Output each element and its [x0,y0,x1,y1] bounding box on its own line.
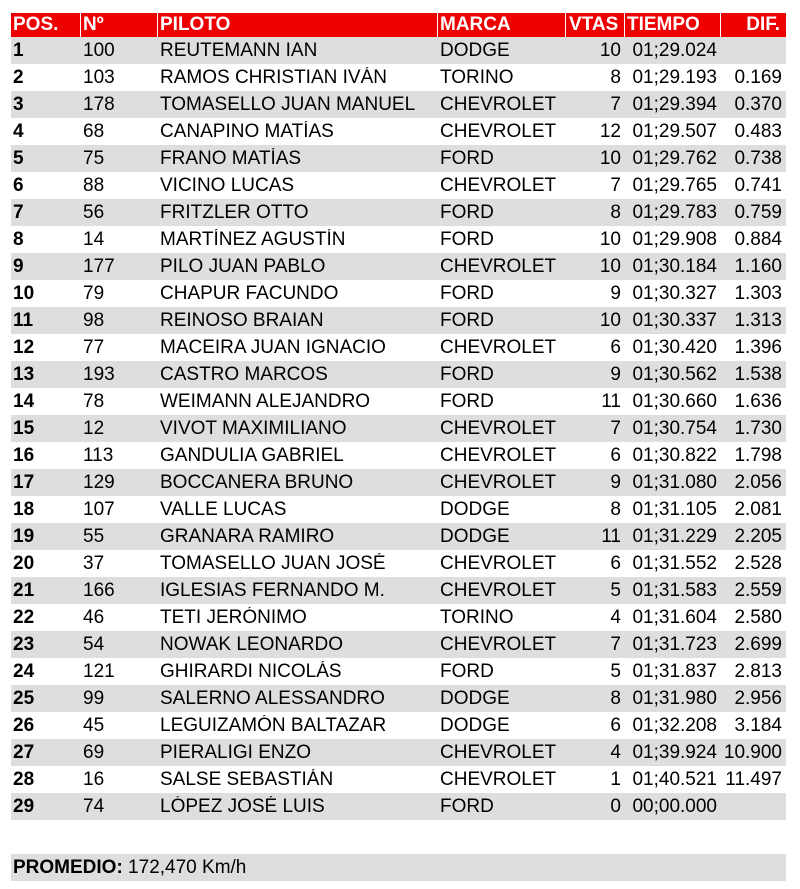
cell-tiempo: 01;31.229 [632,525,717,547]
cell-pos: 17 [13,471,35,493]
cell-vtas: 9 [610,282,621,304]
header-num: Nº [81,13,158,37]
cell-marca: DODGE [440,687,510,709]
cell-tiempo: 01;31.080 [632,471,717,493]
cell-vtas: 5 [610,660,621,682]
cell-num: 103 [83,66,115,88]
cell-piloto: CANAPINO MATÍAS [160,120,334,142]
cell-pos: 26 [13,714,35,736]
cell-num: 177 [83,255,115,277]
cell-piloto: VIVOT MAXIMILIANO [160,417,347,439]
cell-tiempo: 01;30.822 [632,444,717,466]
cell-tiempo: 01;31.980 [632,687,717,709]
cell-vtas: 6 [610,444,621,466]
cell-tiempo: 01;39.924 [632,741,717,763]
cell-marca: FORD [440,282,494,304]
cell-pos: 4 [13,120,24,142]
cell-num: 16 [83,768,105,790]
cell-num: 77 [83,336,105,358]
table-row [11,766,786,793]
cell-piloto: TETI JERÓNIMO [160,606,307,628]
cell-num: 69 [83,741,105,763]
cell-pos: 15 [13,417,35,439]
table-row [11,604,786,631]
table-row [11,388,786,415]
cell-piloto: RAMOS CHRISTIAN IVÁN [160,66,387,88]
table-row [11,145,786,172]
cell-num: 55 [83,525,105,547]
cell-marca: CHEVROLET [440,93,557,115]
cell-marca: CHEVROLET [440,120,557,142]
cell-vtas: 6 [610,552,621,574]
cell-pos: 28 [13,768,35,790]
cell-num: 121 [83,660,115,682]
cell-tiempo: 01;30.337 [632,309,717,331]
cell-marca: DODGE [440,714,510,736]
cell-dif: 1.798 [734,444,782,466]
cell-dif: 0.370 [734,93,782,115]
cell-vtas: 10 [599,228,621,250]
cell-dif: 1.538 [734,363,782,385]
cell-tiempo: 01;29.193 [632,66,717,88]
cell-tiempo: 01;29.783 [632,201,717,223]
cell-dif: 10.900 [723,741,782,763]
average-speed [11,854,786,881]
cell-piloto: IGLESIAS FERNANDO M. [160,579,385,601]
cell-marca: CHEVROLET [440,417,557,439]
table-row [11,253,786,280]
cell-dif: 0.483 [734,120,782,142]
cell-vtas: 6 [610,336,621,358]
cell-tiempo: 01;31.604 [632,606,717,628]
cell-tiempo: 01;30.754 [632,417,717,439]
cell-vtas: 11 [601,390,621,412]
cell-tiempo: 01;31.723 [632,633,717,655]
cell-marca: FORD [440,147,494,169]
cell-piloto: REINOSO BRAIAN [160,309,324,331]
cell-pos: 1 [13,39,24,61]
cell-tiempo: 01;29.765 [632,174,717,196]
cell-pos: 9 [13,255,24,277]
cell-marca: CHEVROLET [440,174,557,196]
cell-marca: DODGE [440,39,510,61]
table-row [11,280,786,307]
cell-piloto: MARTÍNEZ AGUSTÍN [160,228,346,250]
cell-num: 100 [83,39,115,61]
cell-dif: 0.884 [734,228,782,250]
average-label: PROMEDIO: [13,857,123,878]
table-row [11,334,786,361]
cell-pos: 22 [13,606,35,628]
cell-pos: 11 [13,309,34,331]
cell-pos: 29 [13,795,35,817]
table-body [11,37,786,820]
cell-marca: CHEVROLET [440,633,557,655]
cell-dif: 2.528 [734,552,782,574]
cell-tiempo: 01;29.908 [632,228,717,250]
cell-dif: 2.699 [734,633,782,655]
cell-piloto: TOMASELLO JUAN JOSÉ [160,552,386,574]
cell-dif: 2.056 [734,471,782,493]
cell-vtas: 6 [610,714,621,736]
cell-piloto: PIERALIGI ENZO [160,741,311,763]
cell-dif: 1.396 [734,336,782,358]
cell-vtas: 7 [610,633,621,655]
cell-vtas: 8 [610,66,621,88]
cell-pos: 3 [13,93,24,115]
table-row [11,793,786,820]
table-row [11,64,786,91]
header-pos: POS. [11,13,81,37]
cell-num: 99 [83,687,105,709]
table-row [11,739,786,766]
table-row [11,199,786,226]
cell-pos: 18 [13,498,35,520]
cell-num: 178 [83,93,115,115]
cell-num: 193 [83,363,115,385]
cell-num: 129 [83,471,115,493]
cell-marca: FORD [440,390,494,412]
header-tiempo: TIEMPO [625,13,721,37]
cell-marca: CHEVROLET [440,444,557,466]
cell-num: 98 [83,309,105,331]
table-row [11,685,786,712]
cell-num: 46 [83,606,105,628]
table-row [11,118,786,145]
cell-piloto: WEIMANN ALEJANDRO [160,390,371,412]
table-row [11,712,786,739]
cell-tiempo: 01;32.208 [632,714,717,736]
cell-piloto: GANDULIA GABRIEL [160,444,344,466]
cell-num: 56 [83,201,105,223]
cell-vtas: 11 [601,525,621,547]
cell-piloto: NOWAK LEONARDO [160,633,343,655]
cell-pos: 5 [13,147,24,169]
header-piloto: PILOTO [158,13,438,37]
cell-marca: CHEVROLET [440,255,557,277]
cell-vtas: 7 [610,174,621,196]
cell-dif: 0.741 [734,174,782,196]
cell-num: 75 [83,147,105,169]
cell-dif: 2.559 [734,579,782,601]
cell-vtas: 8 [610,687,621,709]
cell-marca: TORINO [440,66,514,88]
table-row [11,307,786,334]
table-row [11,172,786,199]
cell-vtas: 10 [599,39,621,61]
cell-tiempo: 01;29.394 [632,93,717,115]
cell-pos: 23 [13,633,35,655]
cell-marca: CHEVROLET [440,471,557,493]
cell-dif: 0.169 [734,66,782,88]
cell-tiempo: 01;31.552 [632,552,717,574]
cell-tiempo: 01;30.562 [632,363,717,385]
cell-vtas: 9 [610,363,621,385]
cell-vtas: 5 [610,579,621,601]
cell-marca: FORD [440,309,494,331]
cell-piloto: GHIRARDI NICOLÁS [160,660,342,682]
cell-tiempo: 01;29.762 [632,147,717,169]
cell-num: 45 [83,714,105,736]
header-dif: DIF. [746,14,780,35]
cell-pos: 19 [13,525,35,547]
cell-marca: FORD [440,228,494,250]
cell-dif: 1.636 [734,390,782,412]
cell-pos: 25 [13,687,35,709]
cell-pos: 7 [13,201,24,223]
cell-num: 79 [83,282,105,304]
cell-pos: 12 [13,336,35,358]
cell-marca: CHEVROLET [440,336,557,358]
cell-tiempo: 01;31.105 [632,498,717,520]
cell-piloto: CHAPUR FACUNDO [160,282,339,304]
cell-num: 12 [83,417,105,439]
cell-marca: CHEVROLET [440,552,557,574]
cell-pos: 2 [13,66,24,88]
table-row [11,361,786,388]
cell-tiempo: 01;40.521 [632,768,717,790]
cell-vtas: 10 [599,309,621,331]
cell-piloto: LEGUIZAMÓN BALTAZAR [160,714,387,736]
cell-dif: 2.813 [734,660,782,682]
cell-vtas: 4 [610,741,621,763]
table-header [11,13,786,37]
cell-num: 54 [83,633,105,655]
cell-tiempo: 01;30.660 [632,390,717,412]
cell-marca: CHEVROLET [440,579,557,601]
cell-num: 107 [83,498,115,520]
cell-piloto: FRANO MATÍAS [160,147,302,169]
cell-tiempo: 01;30.420 [632,336,717,358]
cell-dif: 2.956 [734,687,782,709]
cell-piloto: BOCCANERA BRUNO [160,471,354,493]
cell-piloto: TOMASELLO JUAN MANUEL [160,93,416,115]
table-row [11,37,786,64]
table-row [11,91,786,118]
cell-piloto: VICINO LUCAS [160,174,295,196]
cell-pos: 6 [13,174,24,196]
cell-marca: TORINO [440,606,514,628]
cell-dif: 1.160 [734,255,782,277]
table-row [11,226,786,253]
cell-tiempo: 01;31.583 [632,579,717,601]
cell-dif: 11.497 [725,768,782,790]
cell-pos: 20 [13,552,35,574]
cell-piloto: GRANARA RAMIRO [160,525,335,547]
cell-num: 78 [83,390,105,412]
table-row [11,523,786,550]
cell-marca: FORD [440,201,494,223]
table-row [11,415,786,442]
cell-vtas: 8 [610,201,621,223]
cell-piloto: CASTRO MARCOS [160,363,328,385]
cell-marca: FORD [440,363,494,385]
cell-dif: 2.081 [734,498,782,520]
cell-piloto: SALERNO ALESSANDRO [160,687,385,709]
table-row [11,496,786,523]
cell-vtas: 12 [599,120,621,142]
cell-dif: 1.303 [734,282,782,304]
cell-num: 68 [83,120,105,142]
average-value: 172,470 Km/h [122,857,247,878]
cell-marca: DODGE [440,498,510,520]
cell-vtas: 7 [610,93,621,115]
cell-tiempo: 01;29.024 [632,39,717,61]
results-table [11,13,786,820]
cell-pos: 24 [13,660,35,682]
cell-dif: 0.738 [734,147,782,169]
cell-pos: 13 [13,363,35,385]
table-row [11,631,786,658]
table-row [11,658,786,685]
cell-pos: 27 [13,741,35,763]
cell-marca: FORD [440,795,494,817]
cell-num: 88 [83,174,105,196]
table-row [11,577,786,604]
cell-num: 37 [83,552,105,574]
cell-marca: CHEVROLET [440,768,557,790]
header-vtas: VTAS [566,13,625,37]
cell-num: 74 [83,795,105,817]
cell-pos: 14 [13,390,35,412]
cell-vtas: 0 [610,795,621,817]
cell-piloto: VALLE LUCAS [160,498,287,520]
cell-tiempo: 01;29.507 [632,120,717,142]
cell-dif: 2.205 [734,525,782,547]
cell-marca: FORD [440,660,494,682]
cell-pos: 8 [13,228,24,250]
cell-pos: 10 [13,282,35,304]
cell-tiempo: 00;00.000 [632,795,717,817]
cell-num: 14 [83,228,105,250]
cell-vtas: 8 [610,498,621,520]
cell-tiempo: 01;30.184 [632,255,717,277]
cell-piloto: PILO JUAN PABLO [160,255,326,277]
cell-marca: DODGE [440,525,510,547]
cell-dif: 1.730 [734,417,782,439]
cell-piloto: LÓPEZ JOSÉ LUIS [160,795,325,817]
table-row [11,442,786,469]
cell-piloto: FRITZLER OTTO [160,201,309,223]
cell-marca: CHEVROLET [440,741,557,763]
cell-tiempo: 01;31.837 [632,660,717,682]
cell-vtas: 1 [610,768,621,790]
cell-num: 166 [83,579,115,601]
cell-tiempo: 01;30.327 [632,282,717,304]
cell-dif: 0.759 [734,201,782,223]
cell-piloto: REUTEMANN IAN [160,39,318,61]
cell-piloto: SALSE SEBASTIÁN [160,768,334,790]
cell-dif: 3.184 [734,714,782,736]
cell-vtas: 4 [610,606,621,628]
cell-vtas: 10 [599,255,621,277]
table-row [11,469,786,496]
cell-vtas: 7 [610,417,621,439]
cell-dif: 1.313 [734,309,782,331]
cell-dif: 2.580 [734,606,782,628]
cell-piloto: MACEIRA JUAN IGNACIO [160,336,386,358]
cell-vtas: 9 [610,471,621,493]
cell-pos: 21 [13,579,35,601]
header-marca: MARCA [438,13,566,37]
cell-num: 113 [83,444,114,466]
table-row [11,550,786,577]
cell-vtas: 10 [599,147,621,169]
cell-pos: 16 [13,444,35,466]
